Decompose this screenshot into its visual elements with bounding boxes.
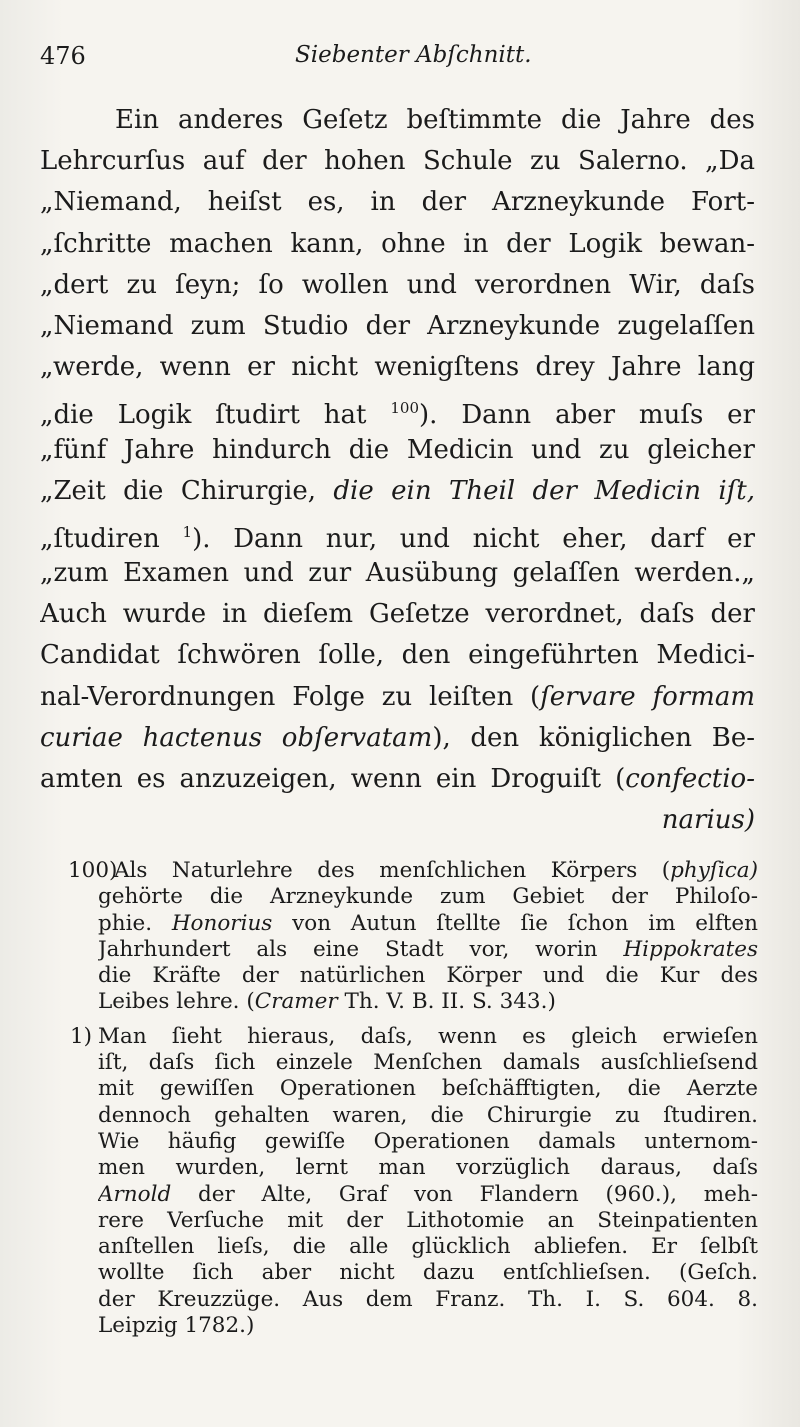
text-line: „dert zu ſeyn; ſo wollen und verordnen Wir, daſs: [40, 269, 755, 300]
footnote-line: Man ſieht hieraus, daſs, wenn es gleich erwieſen: [98, 1023, 758, 1049]
text-segment: Leibes lehre. (: [98, 989, 255, 1015]
italic-segment: ſervare formam: [540, 681, 755, 712]
text-line: narius): [661, 805, 755, 836]
text-segment: Als Naturlehre des menſchlichen Körpers (: [114, 858, 671, 883]
text-segment: „ſtudiren: [40, 523, 160, 554]
italic-segment: Hippokrates: [623, 936, 758, 962]
text-segment: phie.: [98, 910, 153, 936]
text-segment: von Autun ſtellte ſie ſchon im elften: [292, 910, 758, 936]
running-head: Siebenter Abſchnitt.: [295, 42, 532, 68]
footnote-100: [40, 858, 758, 1016]
footnote-marker: 1): [70, 1023, 93, 1049]
footnote-ref-1: 1: [182, 522, 193, 541]
text-segment: „Zeit die Chirurgie,: [40, 475, 316, 506]
italic-segment: Cramer: [254, 989, 338, 1015]
footnote-line: men wurden, lernt man vorzüglich daraus, daſs: [98, 1155, 758, 1181]
footnote-line: der Kreuzzüge. Aus dem Franz. Th. I. S. 604. 8.: [98, 1286, 758, 1312]
text-line: Auch wurde in dieſem Geſetze verordnet, daſs der: [40, 599, 755, 630]
text-line: „Niemand zum Studio der Arzneykunde zugelaſſen: [40, 310, 755, 341]
page-number: 476: [40, 42, 86, 70]
footnote-line: [98, 989, 758, 1015]
italic-segment: curiae hactenus obſervatam: [40, 722, 433, 753]
footnote-line: rere Verſuche mit der Lithotomie an Steinpatienten: [98, 1207, 758, 1233]
footnote-line: [98, 937, 758, 963]
text-line: [40, 759, 755, 800]
text-segment: nal-Verordnungen Folge zu leiſten (: [40, 681, 541, 712]
text-segment: Th. V. B. II. S. 343.): [344, 989, 556, 1015]
footnote-marker: 100): [68, 858, 118, 883]
text-segment: ), den königlichen Be-: [432, 722, 755, 753]
text-line: „ſchritte machen kann, ohne in der Logik bewan-: [40, 228, 755, 259]
footnote-1: [40, 1024, 758, 1340]
text-segment: ). Dann aber muſs er: [419, 400, 755, 430]
page-header: [40, 42, 760, 78]
text-line: „zum Examen und zur Ausübung gelaſſen werden.„: [40, 558, 755, 589]
footnote-line: wollte ſich aber nicht dazu entſchlieſsen. (Geſch.: [98, 1260, 758, 1286]
main-text: [40, 100, 755, 841]
italic-segment: Arnold: [98, 1181, 172, 1207]
footnote-line: mit gewiſſen Operationen beſchäfftigten, die Aerzte: [98, 1076, 758, 1102]
footnote-line: [98, 911, 758, 937]
italic-segment: Honorius: [171, 910, 273, 936]
text-line: [40, 718, 755, 759]
footnote-line: iſt, daſs ſich einzele Menſchen damals ausſchlieſsend: [98, 1050, 758, 1076]
footnote-line: [114, 858, 758, 884]
footnote-line: Wie häufig gewiſſe Operationen damals unternom-: [98, 1128, 758, 1154]
footnote-line: anſtellen lieſs, die alle glücklich abliefen. Er ſelbſt: [98, 1234, 758, 1260]
text-line: „Niemand, heiſst es, in der Arzneykunde Fort-: [40, 187, 755, 218]
footnote-line: gehörte die Arzneykunde zum Gebiet der Philoſo-: [98, 884, 758, 910]
text-segment: der Alte, Graf von Flandern (960.), meh-: [198, 1181, 758, 1207]
text-line: [40, 471, 755, 512]
footnotes: [40, 858, 758, 1347]
text-segment: amten es anzuzeigen, wenn ein Droguiſt (: [40, 764, 626, 794]
text-line: Candidat ſchwören ſolle, den eingeführten Medici-: [40, 640, 755, 671]
italic-segment: phyſica): [670, 858, 758, 883]
text-line: [40, 512, 755, 553]
text-line: Ein anderes Geſetz beſtimmte die Jahre des: [115, 105, 755, 135]
text-line: [40, 677, 755, 718]
text-line: [40, 388, 755, 429]
footnote-line: die Kräfte der natürlichen Körper und die Kur des: [98, 963, 758, 989]
text-segment: Jahrhundert als eine Stadt vor, worin: [98, 936, 598, 962]
text-line: Lehrcurſus auf der hohen Schule zu Salerno. „Da: [40, 146, 755, 177]
text-line: „werde, wenn er nicht wenigſtens drey Jahre lang: [40, 352, 755, 383]
text-line: „fünf Jahre hindurch die Medicin und zu gleicher: [40, 434, 755, 465]
footnote-ref-100: 100: [390, 399, 420, 418]
text-segment: ). Dann nur, und nicht eher, darf er: [192, 523, 755, 554]
footnote-line: Leipzig 1782.): [98, 1313, 255, 1339]
italic-segment: confectio-: [625, 764, 755, 794]
footnote-line: [98, 1182, 758, 1208]
italic-segment: die ein Theil der Medicin iſt,: [333, 475, 755, 506]
text-segment: „die Logik ſtudirt hat: [40, 400, 367, 430]
footnote-line: dennoch gehalten waren, die Chirurgie zu ſtudiren.: [98, 1102, 758, 1128]
